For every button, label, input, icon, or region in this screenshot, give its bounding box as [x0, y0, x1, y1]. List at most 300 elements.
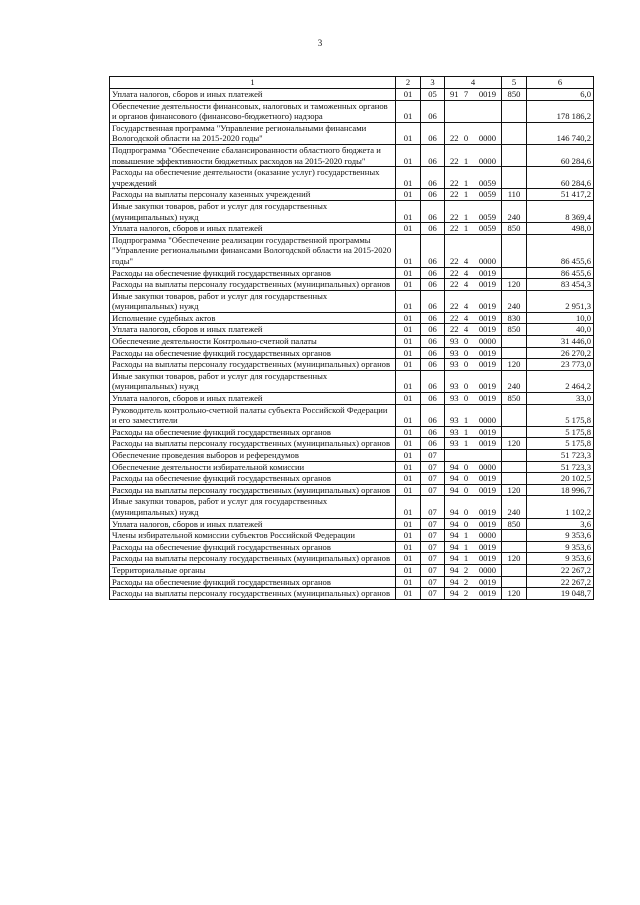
- row-section: 01: [396, 200, 421, 222]
- target-article-part: 0000: [478, 336, 496, 347]
- row-name: Уплата налогов, сборов и иных платежей: [110, 89, 396, 101]
- row-target-article: [445, 370, 502, 392]
- row-section: 01: [396, 167, 421, 189]
- row-amount: 178 186,2: [527, 100, 594, 122]
- target-article-part: 0019: [478, 324, 496, 335]
- row-subsection: 06: [421, 324, 445, 336]
- row-section: 01: [396, 438, 421, 450]
- row-expense-type: 120: [502, 359, 527, 371]
- row-section: 01: [396, 530, 421, 542]
- target-article-part: 4: [463, 324, 469, 335]
- header-col-name: 1: [110, 77, 396, 89]
- row-subsection: 06: [421, 426, 445, 438]
- target-article-part: 93: [450, 347, 459, 358]
- target-article-part: 0019: [478, 484, 496, 495]
- target-article-part: 1: [463, 553, 469, 564]
- target-article-part: 0019: [478, 359, 496, 370]
- target-article-part: 2: [463, 588, 469, 599]
- target-article-part: 93: [450, 393, 459, 404]
- row-amount: 9 353,6: [527, 530, 594, 542]
- row-subsection: 06: [421, 189, 445, 201]
- row-target-article: [445, 324, 502, 336]
- row-name: Обеспечение деятельности Контрольно-счетной палаты: [110, 336, 396, 348]
- target-article-part: 93: [450, 438, 459, 449]
- row-amount: 498,0: [527, 223, 594, 235]
- table-row: [110, 290, 594, 312]
- target-article-part: 94: [450, 461, 459, 472]
- row-amount: 2 951,3: [527, 290, 594, 312]
- row-target-article: [445, 312, 502, 324]
- row-name: Расходы на выплаты персоналу государственных (муниципальных) органов: [110, 588, 396, 600]
- row-subsection: 06: [421, 438, 445, 450]
- table-row: [110, 564, 594, 576]
- row-target-article: [445, 336, 502, 348]
- table-row: [110, 484, 594, 496]
- target-article-part: 4: [463, 267, 469, 278]
- target-article-part: 22: [450, 324, 459, 335]
- target-article-part: 4: [463, 255, 469, 266]
- row-amount: 5 175,8: [527, 404, 594, 426]
- row-amount: 51 723,3: [527, 450, 594, 462]
- header-col-section: 2: [396, 77, 421, 89]
- row-subsection: 06: [421, 370, 445, 392]
- target-article-part: 0019: [478, 473, 496, 484]
- table-row: [110, 324, 594, 336]
- header-col-subsection: 3: [421, 77, 445, 89]
- row-target-article: [445, 100, 502, 122]
- target-article-part: 93: [450, 381, 459, 392]
- table-row: [110, 576, 594, 588]
- row-target-article: [445, 267, 502, 279]
- target-article-part: 0000: [478, 564, 496, 575]
- row-target-article: [445, 290, 502, 312]
- row-section: 01: [396, 393, 421, 405]
- row-section: 01: [396, 290, 421, 312]
- target-article-part: 1: [463, 155, 469, 166]
- row-name: Расходы на обеспечение функций государственных органов: [110, 541, 396, 553]
- row-target-article: [445, 518, 502, 530]
- row-name: Расходы на обеспечение функций государственных органов: [110, 576, 396, 588]
- row-target-article: [445, 189, 502, 201]
- row-amount: 9 353,6: [527, 541, 594, 553]
- target-article-part: 22: [450, 279, 459, 290]
- table-row: [110, 144, 594, 166]
- target-article-part: 22: [450, 155, 459, 166]
- row-expense-type: 850: [502, 393, 527, 405]
- target-article-part: 0: [463, 473, 469, 484]
- row-expense-type: [502, 576, 527, 588]
- row-target-article: [445, 144, 502, 166]
- header-col-expense-type: 5: [502, 77, 527, 89]
- row-section: 01: [396, 450, 421, 462]
- target-article-part: 22: [450, 223, 459, 234]
- row-expense-type: 240: [502, 370, 527, 392]
- row-amount: 83 454,3: [527, 279, 594, 291]
- row-section: 01: [396, 100, 421, 122]
- row-expense-type: [502, 530, 527, 542]
- row-name: Уплата налогов, сборов и иных платежей: [110, 223, 396, 235]
- target-article-part: 22: [450, 177, 459, 188]
- row-expense-type: [502, 122, 527, 144]
- target-article-part: 93: [450, 426, 459, 437]
- row-expense-type: [502, 473, 527, 485]
- row-amount: 3,6: [527, 518, 594, 530]
- row-expense-type: [502, 167, 527, 189]
- target-article-part: 1: [463, 415, 469, 426]
- target-article-part: 0: [463, 336, 469, 347]
- row-amount: 146 740,2: [527, 122, 594, 144]
- target-article-part: 94: [450, 541, 459, 552]
- row-expense-type: 850: [502, 89, 527, 101]
- row-subsection: 07: [421, 461, 445, 473]
- page-number: 3: [317, 38, 323, 48]
- target-article-part: 0019: [478, 541, 496, 552]
- row-section: 01: [396, 541, 421, 553]
- target-article-part: 94: [450, 576, 459, 587]
- row-section: 01: [396, 89, 421, 101]
- row-section: 01: [396, 267, 421, 279]
- row-subsection: 06: [421, 100, 445, 122]
- table-row: [110, 167, 594, 189]
- table-row: [110, 426, 594, 438]
- row-amount: 6,0: [527, 89, 594, 101]
- row-target-article: [445, 484, 502, 496]
- row-amount: 86 455,6: [527, 234, 594, 267]
- table-row: [110, 279, 594, 291]
- row-expense-type: 850: [502, 324, 527, 336]
- target-article-part: 1: [463, 189, 469, 200]
- target-article-part: 4: [463, 312, 469, 323]
- row-amount: 1 102,2: [527, 496, 594, 518]
- row-name: Расходы на выплаты персоналу государственных (муниципальных) органов: [110, 359, 396, 371]
- row-name: Иные закупки товаров, работ и услуг для государственных (муниципальных) нужд: [110, 200, 396, 222]
- row-subsection: 07: [421, 484, 445, 496]
- row-target-article: [445, 564, 502, 576]
- row-amount: 40,0: [527, 324, 594, 336]
- target-article-part: 0000: [478, 133, 496, 144]
- table-row: [110, 496, 594, 518]
- table-row: [110, 450, 594, 462]
- row-name: Члены избирательной комиссии субъектов Российской Федерации: [110, 530, 396, 542]
- row-subsection: 07: [421, 473, 445, 485]
- row-expense-type: 240: [502, 496, 527, 518]
- target-article-part: 94: [450, 506, 459, 517]
- row-section: 01: [396, 576, 421, 588]
- target-article-part: 22: [450, 211, 459, 222]
- row-subsection: 07: [421, 541, 445, 553]
- row-amount: 10,0: [527, 312, 594, 324]
- target-article-part: 0019: [478, 518, 496, 529]
- target-article-part: 0000: [478, 255, 496, 266]
- table-row: [110, 122, 594, 144]
- target-article-part: 0: [463, 347, 469, 358]
- row-amount: 33,0: [527, 393, 594, 405]
- target-article-part: 0019: [478, 267, 496, 278]
- row-section: 01: [396, 122, 421, 144]
- target-article-part: 0000: [478, 415, 496, 426]
- target-article-part: 0: [463, 381, 469, 392]
- target-article-part: 0: [463, 393, 469, 404]
- row-subsection: 06: [421, 290, 445, 312]
- row-name: Расходы на выплаты персоналу государственных (муниципальных) органов: [110, 438, 396, 450]
- row-subsection: 06: [421, 312, 445, 324]
- row-subsection: 07: [421, 553, 445, 565]
- table-header-row: [110, 77, 594, 89]
- target-article-part: 0: [463, 506, 469, 517]
- target-article-part: 0059: [478, 211, 496, 222]
- target-article-part: 0019: [478, 393, 496, 404]
- row-name: Расходы на обеспечение функций государственных органов: [110, 267, 396, 279]
- row-amount: 18 996,7: [527, 484, 594, 496]
- row-expense-type: [502, 347, 527, 359]
- row-expense-type: [502, 450, 527, 462]
- target-article-part: 0019: [478, 312, 496, 323]
- row-subsection: 06: [421, 404, 445, 426]
- table-row: [110, 200, 594, 222]
- row-expense-type: [502, 100, 527, 122]
- target-article-part: 22: [450, 189, 459, 200]
- target-article-part: 0: [463, 484, 469, 495]
- row-target-article: [445, 461, 502, 473]
- row-name: Расходы на выплаты персоналу государственных (муниципальных) органов: [110, 553, 396, 565]
- table-row: [110, 530, 594, 542]
- table-row: [110, 541, 594, 553]
- row-amount: 20 102,5: [527, 473, 594, 485]
- budget-table: [109, 76, 594, 600]
- target-article-part: 22: [450, 267, 459, 278]
- target-article-part: 0: [463, 461, 469, 472]
- row-subsection: 06: [421, 167, 445, 189]
- row-subsection: 07: [421, 450, 445, 462]
- row-subsection: 06: [421, 234, 445, 267]
- target-article-part: 0059: [478, 189, 496, 200]
- target-article-part: 93: [450, 336, 459, 347]
- table-row: [110, 312, 594, 324]
- row-expense-type: 830: [502, 312, 527, 324]
- row-section: 01: [396, 370, 421, 392]
- table-row: [110, 189, 594, 201]
- target-article-part: 1: [463, 177, 469, 188]
- row-subsection: 06: [421, 347, 445, 359]
- target-article-part: 0019: [478, 438, 496, 449]
- table-row: [110, 100, 594, 122]
- table-row: [110, 234, 594, 267]
- header-col-amount: 6: [527, 77, 594, 89]
- header-col-target-article: 4: [445, 77, 502, 89]
- row-amount: 23 773,0: [527, 359, 594, 371]
- row-expense-type: [502, 234, 527, 267]
- row-section: 01: [396, 279, 421, 291]
- row-target-article: [445, 450, 502, 462]
- row-amount: 22 267,2: [527, 564, 594, 576]
- target-article-part: 22: [450, 255, 459, 266]
- target-article-part: 94: [450, 484, 459, 495]
- row-amount: 9 353,6: [527, 553, 594, 565]
- row-subsection: 07: [421, 530, 445, 542]
- row-section: 01: [396, 553, 421, 565]
- row-target-article: [445, 89, 502, 101]
- row-name: Расходы на обеспечение функций государственных органов: [110, 347, 396, 359]
- target-article-part: 0000: [478, 530, 496, 541]
- row-amount: 86 455,6: [527, 267, 594, 279]
- row-target-article: [445, 530, 502, 542]
- row-subsection: 07: [421, 588, 445, 600]
- row-target-article: [445, 122, 502, 144]
- row-subsection: 06: [421, 200, 445, 222]
- target-article-part: 0019: [478, 588, 496, 599]
- row-target-article: [445, 438, 502, 450]
- target-article-part: 22: [450, 133, 459, 144]
- target-article-part: 0019: [478, 553, 496, 564]
- target-article-part: 1: [463, 530, 469, 541]
- row-amount: 19 048,7: [527, 588, 594, 600]
- target-article-part: 0019: [478, 576, 496, 587]
- target-article-part: 0019: [478, 89, 496, 99]
- table-row: [110, 473, 594, 485]
- target-article-part: 1: [463, 541, 469, 552]
- target-article-part: 0019: [478, 279, 496, 290]
- table-row: [110, 553, 594, 565]
- target-article-part: 0000: [478, 155, 496, 166]
- table-row: [110, 223, 594, 235]
- row-subsection: 06: [421, 393, 445, 405]
- target-article-part: 2: [463, 576, 469, 587]
- table-row: [110, 461, 594, 473]
- target-article-part: 0000: [478, 461, 496, 472]
- row-expense-type: [502, 426, 527, 438]
- row-subsection: 07: [421, 518, 445, 530]
- row-subsection: 06: [421, 122, 445, 144]
- row-name: Обеспечение деятельности финансовых, налоговых и таможенных органов и органов финансового (финансово-бюджетного) надзора: [110, 100, 396, 122]
- row-subsection: 06: [421, 267, 445, 279]
- row-target-article: [445, 279, 502, 291]
- row-target-article: [445, 200, 502, 222]
- row-target-article: [445, 473, 502, 485]
- table-row: [110, 588, 594, 600]
- table-row: [110, 438, 594, 450]
- table-row: [110, 89, 594, 101]
- row-section: 01: [396, 189, 421, 201]
- row-name: Подпрограмма "Обеспечение сбалансированности областного бюджета и повышение эффективности бюджетных расходов на 2015-2020 годы": [110, 144, 396, 166]
- row-target-article: [445, 588, 502, 600]
- row-section: 01: [396, 564, 421, 576]
- target-article-part: 0: [463, 359, 469, 370]
- row-amount: 8 369,4: [527, 200, 594, 222]
- row-name: Исполнение судебных актов: [110, 312, 396, 324]
- row-expense-type: [502, 541, 527, 553]
- target-article-part: 22: [450, 301, 459, 312]
- target-article-part: 91: [450, 89, 459, 99]
- row-section: 01: [396, 461, 421, 473]
- target-article-part: 93: [450, 415, 459, 426]
- row-expense-type: 120: [502, 279, 527, 291]
- row-expense-type: [502, 144, 527, 166]
- row-expense-type: 850: [502, 223, 527, 235]
- row-expense-type: [502, 267, 527, 279]
- row-name: Уплата налогов, сборов и иных платежей: [110, 324, 396, 336]
- target-article-part: 94: [450, 564, 459, 575]
- target-article-part: 1: [463, 223, 469, 234]
- table-row: [110, 393, 594, 405]
- row-section: 01: [396, 426, 421, 438]
- row-expense-type: 120: [502, 553, 527, 565]
- row-name: Территориальные органы: [110, 564, 396, 576]
- target-article-part: 94: [450, 588, 459, 599]
- row-subsection: 06: [421, 144, 445, 166]
- row-expense-type: [502, 336, 527, 348]
- target-article-part: 7: [463, 89, 469, 99]
- row-subsection: 06: [421, 279, 445, 291]
- row-amount: 51 723,3: [527, 461, 594, 473]
- row-section: 01: [396, 336, 421, 348]
- row-amount: 60 284,6: [527, 144, 594, 166]
- row-amount: 5 175,8: [527, 438, 594, 450]
- row-amount: 31 446,0: [527, 336, 594, 348]
- table-row: [110, 518, 594, 530]
- row-name: Государственная программа "Управление региональными финансами Вологодской области на 2015-2020 годы": [110, 122, 396, 144]
- row-section: 01: [396, 312, 421, 324]
- target-article-part: 0019: [478, 506, 496, 517]
- row-expense-type: [502, 404, 527, 426]
- target-article-part: 1: [463, 211, 469, 222]
- table-row: [110, 347, 594, 359]
- row-section: 01: [396, 496, 421, 518]
- target-article-part: 94: [450, 473, 459, 484]
- table-row: [110, 370, 594, 392]
- target-article-part: 2: [463, 564, 469, 575]
- row-section: 01: [396, 359, 421, 371]
- target-article-part: 1: [463, 438, 469, 449]
- row-section: 01: [396, 404, 421, 426]
- target-article-part: 93: [450, 359, 459, 370]
- target-article-part: 0059: [478, 223, 496, 234]
- row-subsection: 07: [421, 576, 445, 588]
- row-section: 01: [396, 588, 421, 600]
- row-target-article: [445, 576, 502, 588]
- row-expense-type: 120: [502, 438, 527, 450]
- table-row: [110, 359, 594, 371]
- row-name: Уплата налогов, сборов и иных платежей: [110, 393, 396, 405]
- row-name: Расходы на обеспечение функций государственных органов: [110, 473, 396, 485]
- row-expense-type: 110: [502, 189, 527, 201]
- row-name: Иные закупки товаров, работ и услуг для государственных (муниципальных) нужд: [110, 370, 396, 392]
- row-name: Руководитель контрольно-счетной палаты субъекта Российской Федерации и его заместители: [110, 404, 396, 426]
- row-subsection: 06: [421, 223, 445, 235]
- row-amount: 2 464,2: [527, 370, 594, 392]
- row-subsection: 07: [421, 496, 445, 518]
- row-expense-type: [502, 564, 527, 576]
- row-expense-type: 240: [502, 290, 527, 312]
- row-section: 01: [396, 324, 421, 336]
- row-subsection: 06: [421, 359, 445, 371]
- row-target-article: [445, 496, 502, 518]
- row-name: Обеспечение проведения выборов и референдумов: [110, 450, 396, 462]
- row-target-article: [445, 234, 502, 267]
- row-name: Расходы на выплаты персоналу государственных (муниципальных) органов: [110, 279, 396, 291]
- row-expense-type: 850: [502, 518, 527, 530]
- row-subsection: 05: [421, 89, 445, 101]
- table-row: [110, 267, 594, 279]
- row-name: Уплата налогов, сборов и иных платежей: [110, 518, 396, 530]
- row-name: Расходы на выплаты персоналу государственных (муниципальных) органов: [110, 484, 396, 496]
- row-name: Иные закупки товаров, работ и услуг для государственных (муниципальных) нужд: [110, 290, 396, 312]
- row-target-article: [445, 404, 502, 426]
- target-article-part: 94: [450, 518, 459, 529]
- row-section: 01: [396, 144, 421, 166]
- row-target-article: [445, 347, 502, 359]
- row-subsection: 07: [421, 564, 445, 576]
- row-name: Иные закупки товаров, работ и услуг для государственных (муниципальных) нужд: [110, 496, 396, 518]
